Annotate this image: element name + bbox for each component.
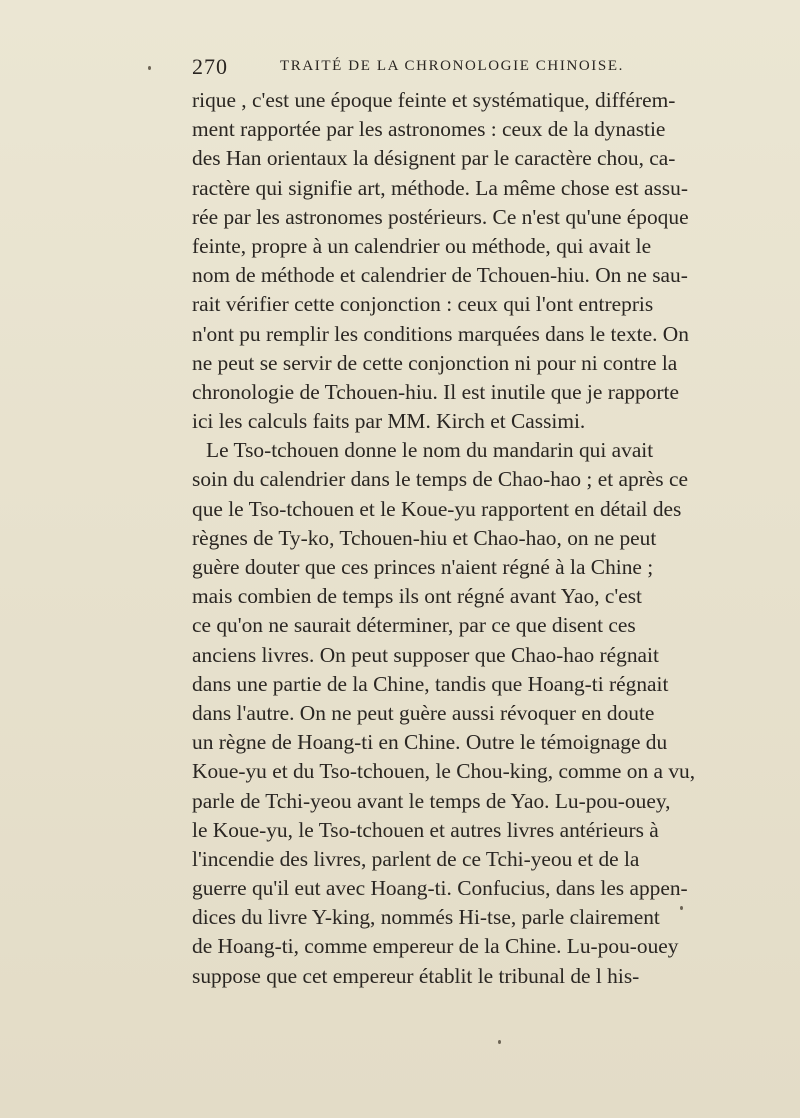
text-line: rée par les astronomes postérieurs. Ce n'est qu'une époque	[192, 204, 689, 229]
running-title: TRAITÉ DE LA CHRONOLOGIE CHINOISE.	[280, 58, 624, 74]
text-line: règnes de Ty-ko, Tchouen-hiu et Chao-hao, on ne peut	[192, 525, 657, 550]
text-line: ractère qui signifie art, méthode. La même chose est assu-	[192, 175, 688, 200]
text-line: dans une partie de la Chine, tandis que Hoang-ti régnait	[192, 671, 669, 696]
running-header	[192, 54, 622, 82]
text-line: ce qu'on ne saurait déterminer, par ce que disent ces	[192, 613, 636, 638]
paper-speck	[680, 906, 683, 910]
text-line: feinte, propre à un calendrier ou méthode, qui avait le	[192, 233, 652, 258]
text-line: Le Tso-tchouen donne le nom du mandarin qui avait	[206, 438, 654, 463]
text-line: l'incendie des livres, parlent de ce Tchi-yeou et de la	[192, 846, 640, 871]
text-line: de Hoang-ti, comme empereur de la Chine. Lu-pou-ouey	[192, 934, 679, 959]
text-line: anciens livres. On peut supposer que Chao-hao régnait	[192, 642, 659, 667]
text-line: suppose que cet empereur établit le tribunal de l his-	[192, 963, 640, 988]
text-line: mais combien de temps ils ont régné avant Yao, c'est	[192, 584, 642, 609]
text-line: rait vérifier cette conjonction : ceux qui l'ont entrepris	[192, 292, 654, 317]
paper-speck	[498, 1040, 501, 1044]
text-line: parle de Tchi-yeou avant le temps de Yao. Lu-pou-ouey,	[192, 788, 671, 813]
text-line: nom de méthode et calendrier de Tchouen-hiu. On ne sau-	[192, 263, 688, 288]
text-line: des Han orientaux la désignent par le caractère chou, ca-	[192, 146, 676, 171]
text-line: le Koue-yu, le Tso-tchouen et autres livres antérieurs à	[192, 817, 659, 842]
text-line: chronologie de Tchouen-hiu. Il est inutile que je rapporte	[192, 379, 679, 404]
text-line: n'ont pu remplir les conditions marquées dans le texte. On	[192, 321, 689, 346]
text-line: ici les calculs faits par MM. Kirch et Cassimi.	[192, 409, 586, 434]
text-line: dans l'autre. On ne peut guère aussi révoquer en doute	[192, 700, 655, 725]
text-line: rique , c'est une époque feinte et systématique, différem-	[192, 88, 676, 112]
text-line: que le Tso-tchouen et le Koue-yu rapportent en détail des	[192, 496, 682, 521]
text-line: un règne de Hoang-ti en Chine. Outre le témoignage du	[192, 730, 668, 755]
text-line: ment rapportée par les astronomes : ceux de la dynastie	[192, 117, 666, 142]
paper-speck	[148, 66, 151, 70]
text-line: Koue-yu et du Tso-tchouen, le Chou-king, comme on a vu,	[192, 759, 696, 784]
text-line: soin du calendrier dans le temps de Chao-hao ; et après ce	[192, 467, 688, 492]
text-line: ne peut se servir de cette conjonction ni pour ni contre la	[192, 350, 678, 375]
text-line: guère douter que ces princes n'aient régné à la Chine ;	[192, 555, 654, 579]
body-text	[192, 86, 696, 991]
page-number: 270	[192, 54, 228, 79]
text-line: dices du livre Y-king, nommés Hi-tse, parle clairement	[192, 905, 660, 930]
text-line: guerre qu'il eut avec Hoang-ti. Confucius, dans les appen-	[192, 876, 688, 901]
